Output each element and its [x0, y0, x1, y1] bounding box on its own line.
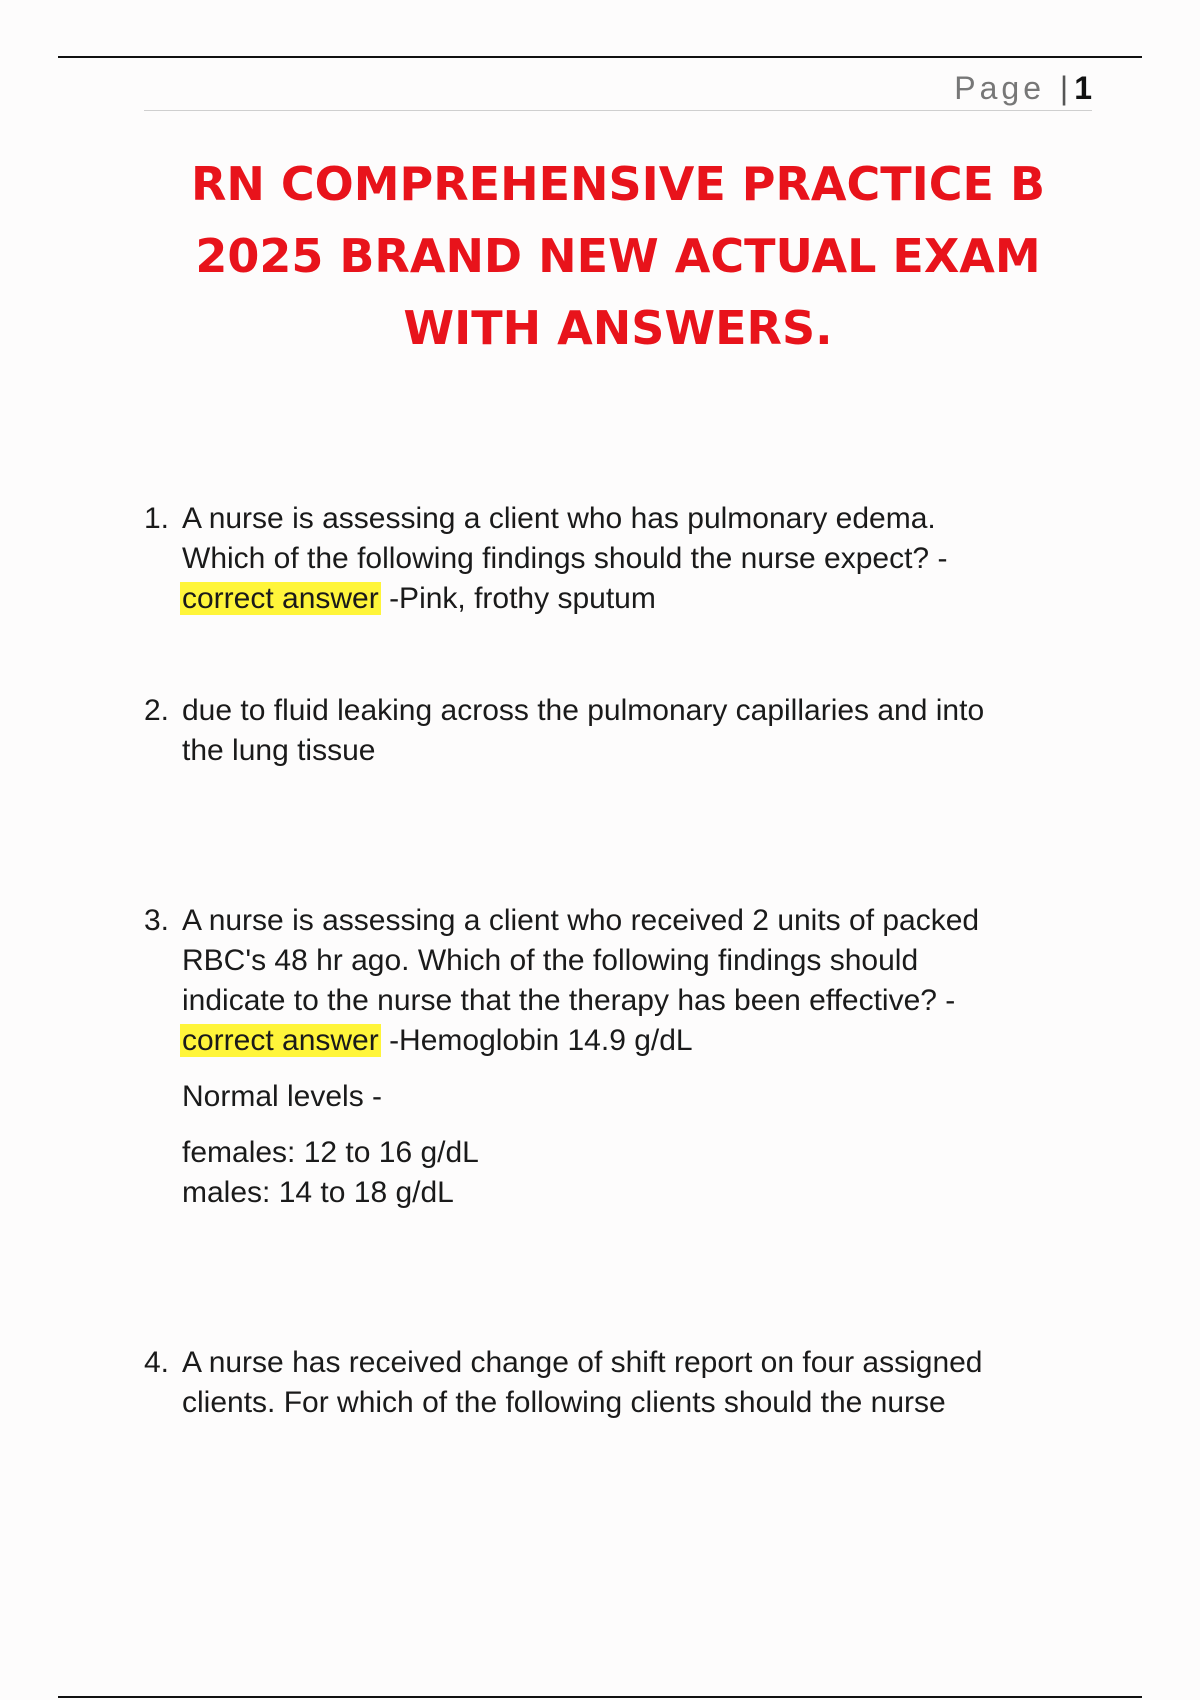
- question-number: 1.: [144, 502, 170, 535]
- page-separator: |: [1059, 70, 1069, 106]
- document-title: [130, 148, 1106, 364]
- page-number: 1: [1074, 70, 1092, 106]
- question-text-line: indicate to the nurse that the therapy has been effective? -: [182, 984, 956, 1017]
- bottom-rule: [58, 1696, 1142, 1698]
- question-text-line: RBC's 48 hr ago. Which of the following findings should: [182, 944, 919, 977]
- question-text-line: due to fluid leaking across the pulmonary capillaries and into: [182, 694, 985, 727]
- answer-line: [182, 1021, 1074, 1061]
- title-line-1: RN COMPREHENSIVE PRACTICE B: [190, 157, 1046, 211]
- page-word: Page: [954, 70, 1045, 106]
- question-3: [144, 901, 1074, 1213]
- top-rule: [58, 56, 1142, 58]
- question-text-line: A nurse has received change of shift report on four assigned: [182, 1346, 983, 1379]
- question-1: [144, 499, 1074, 619]
- range-line-males: males: 14 to 18 g/dL: [182, 1176, 454, 1209]
- question-number: 3.: [144, 904, 170, 937]
- question-number: 2.: [144, 694, 170, 727]
- question-body: [182, 499, 1074, 619]
- question-body: [182, 691, 1074, 771]
- correct-answer-highlight: correct answer: [182, 582, 379, 615]
- question-number: 4.: [144, 1346, 170, 1379]
- answer-line: [182, 579, 1074, 619]
- question-text-line: Which of the following findings should the nurse expect? -: [182, 542, 948, 575]
- page-header: [144, 66, 1092, 111]
- question-text-line: A nurse is assessing a client who has pulmonary edema.: [182, 502, 936, 535]
- title-line-2: 2025 BRAND NEW ACTUAL EXAM: [195, 229, 1041, 283]
- question-4: [144, 1343, 1074, 1423]
- question-text-line: the lung tissue: [182, 734, 376, 767]
- normal-levels-note: Normal levels -: [182, 1080, 383, 1113]
- range-line-females: females: 12 to 16 g/dL: [182, 1136, 479, 1169]
- title-line-3: WITH ANSWERS.: [403, 301, 833, 355]
- question-2: [144, 691, 1074, 771]
- page-number-label: [954, 70, 1092, 107]
- question-body: [182, 901, 1074, 1213]
- question-body: [182, 1343, 1074, 1423]
- correct-answer-highlight: correct answer: [182, 1024, 379, 1057]
- answer-text: -Pink, frothy sputum: [380, 582, 656, 615]
- question-text-line: clients. For which of the following clients should the nurse: [182, 1386, 946, 1419]
- answer-text: -Hemoglobin 14.9 g/dL: [380, 1024, 693, 1057]
- question-text-line: A nurse is assessing a client who received 2 units of packed: [182, 904, 980, 937]
